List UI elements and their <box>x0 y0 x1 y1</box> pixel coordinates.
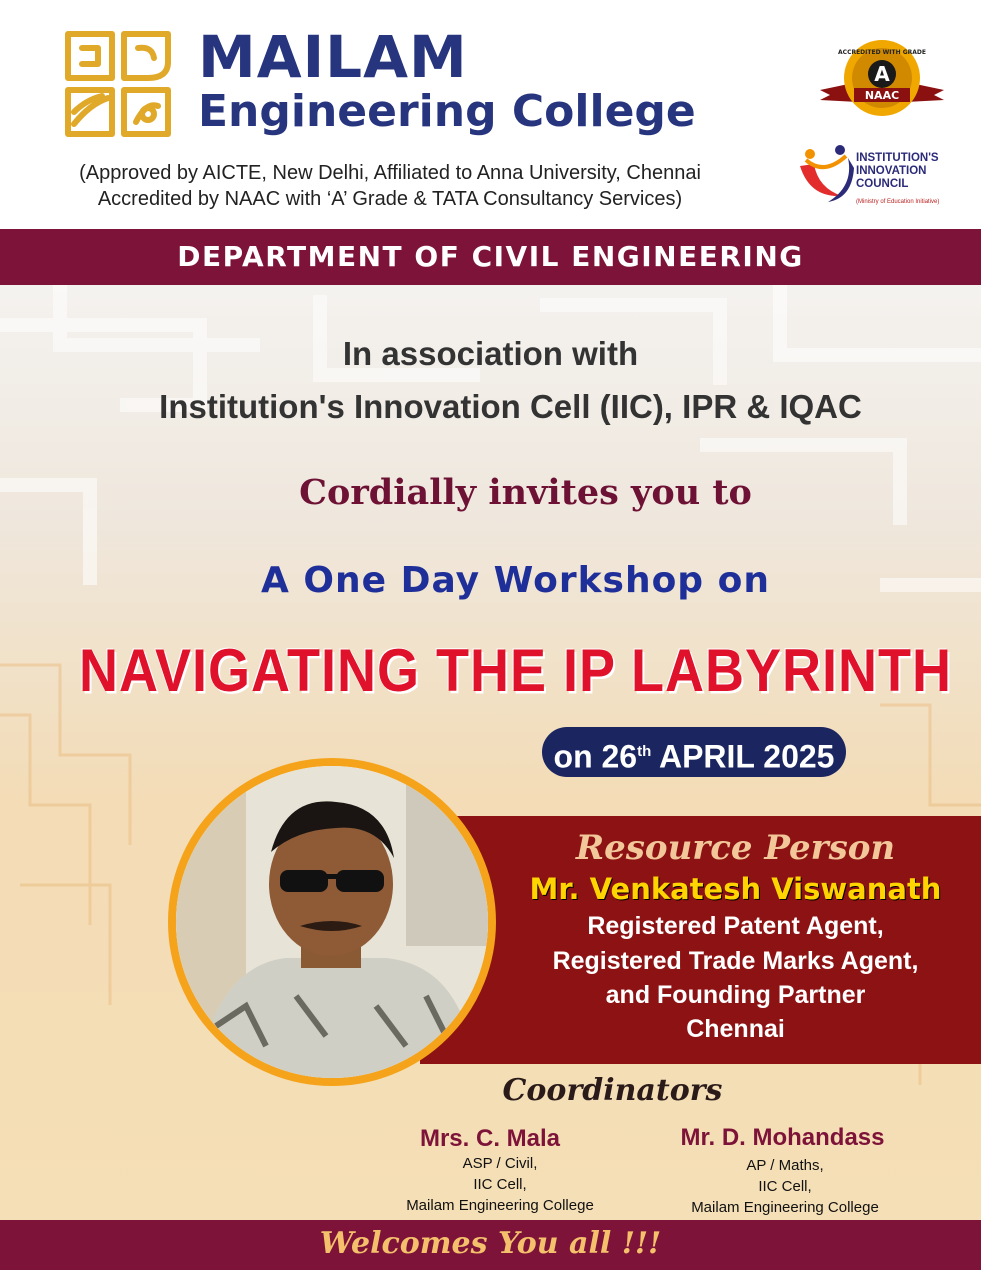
iic-line1: INSTITUTION'S <box>856 152 939 164</box>
naac-ring-text: ACCREDITED WITH GRADE <box>838 49 926 56</box>
resource-person-name: Mr. Venkatesh Viswanath <box>529 872 942 906</box>
department-bar: DEPARTMENT OF CIVIL ENGINEERING <box>0 229 981 285</box>
event-title: NAVIGATING THE IP LABYRINTH <box>78 637 953 705</box>
approval-text <box>20 160 760 212</box>
coordinator1-college: Mailam Engineering College <box>406 1197 594 1214</box>
coordinator1-cell: IIC Cell, <box>473 1176 527 1193</box>
coordinator2-details <box>660 1155 910 1218</box>
coordinator1-designation: ASP / Civil, <box>462 1155 538 1172</box>
date-prefix: on 26 <box>553 738 638 775</box>
approval-line2: Accredited by NAAC with ‘A’ Grade & TATA Consultancy Services) <box>97 188 683 210</box>
iic-title <box>856 152 939 191</box>
iic-line2: INNOVATION <box>856 165 927 177</box>
coordinator2-name: Mr. D. Mohandass <box>680 1124 885 1151</box>
resource-person-location: Chennai <box>686 1015 785 1043</box>
invite-text: Cordially invites you to <box>299 472 752 513</box>
welcome-text: Welcomes You all !!! <box>319 1226 662 1261</box>
college-logo-icon <box>62 28 174 140</box>
iic-subtitle: (Ministry of Education Initiative) <box>856 199 940 205</box>
coordinators-title: Coordinators <box>502 1073 723 1108</box>
date-rest: APRIL 2025 <box>658 738 835 775</box>
resource-person-role1: Registered Patent Agent, <box>587 912 884 940</box>
resource-person-role2: Registered Trade Marks Agent, <box>552 947 919 975</box>
coordinator2-cell: IIC Cell, <box>758 1178 812 1195</box>
coordinator1-name: Mrs. C. Mala <box>419 1125 561 1152</box>
college-name-line2: Engineering College <box>198 86 696 137</box>
person-photo-icon <box>176 766 488 1078</box>
naac-grade: A <box>874 62 890 86</box>
coordinator2-designation: AP / Maths, <box>746 1157 824 1174</box>
association-line2: Institution's Innovation Cell (IIC), IPR & IQAC <box>159 388 862 425</box>
resource-person-label: Resource Person <box>575 828 896 868</box>
association-line1: In association with <box>342 335 639 372</box>
resource-person-role3: and Founding Partner <box>605 981 866 1009</box>
approval-line1: (Approved by AICTE, New Delhi, Affiliated to Anna University, Chennai <box>79 162 701 184</box>
naac-badge-icon <box>818 38 946 122</box>
coordinator2-college: Mailam Engineering College <box>691 1199 879 1216</box>
iic-line3: COUNCIL <box>856 178 909 190</box>
naac-label: NAAC <box>864 89 900 102</box>
college-name-line1: MAILAM <box>198 23 468 91</box>
date-badge <box>542 727 846 777</box>
workshop-text: A One Day Workshop on <box>261 560 770 601</box>
coordinator1-details <box>380 1153 620 1216</box>
college-name <box>198 23 696 137</box>
date-suffix: th <box>637 743 652 760</box>
resource-person-photo <box>168 758 496 1086</box>
